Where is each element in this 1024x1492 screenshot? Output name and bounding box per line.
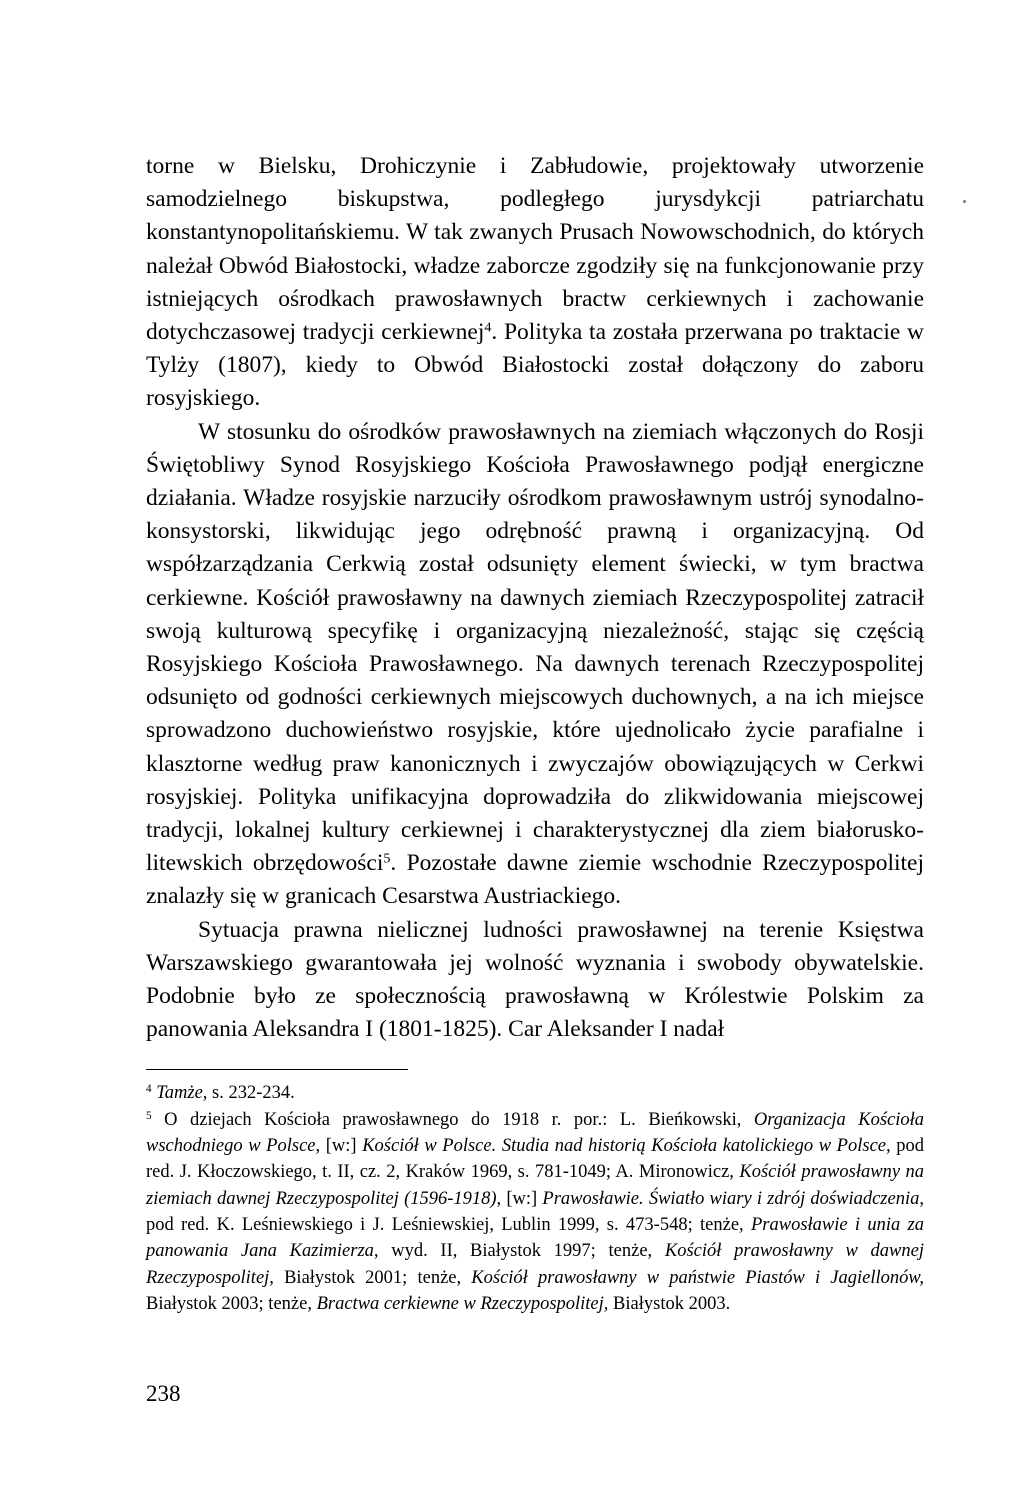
- footnote-5: $^5$ O dziejach Kościoła prawosławnego do 1918 r. por.: L. Bieńkowski, Organizacja Kościoła wschodniego w Polsce, [w:] Kościół w Polsce. Studia nad historią Kościoła katolickiego w Polsce, pod red. J. Kłoczowskiego, t. II, cz. 2, Kraków 1969, s. 781-1049; A. Mironowicz, Kościół prawosławny na ziemiach dawnej Rzeczypospolitej (1596-1918), [w:] Prawosławie. Światło wiary i zdrój doświadczenia, pod red. K. Leśniewskiego i J. Leśniewskiej, Lublin 1999, s. 473-548; tenże, Prawosławie i unia za panowania Jana Kazimierza, wyd. II, Białystok 1997; tenże, Kościół prawosławny w dawnej Rzeczypospolitej, Białystok 2001; tenże, Kościół prawosławny w państwie Piastów i Jagiellonów, Białystok 2003; tenże, Bractwa cerkiewne w Rzeczypospolitej, Białystok 2003.: [146, 1109, 925, 1314]
- paragraph-1: torne w Bielsku, Drohiczynie i Zabłudowie, projektowały utworzenie samodzielnego biskupstwa, podległego jurysdykcji patriarchatu konstantynopolitańskiemu. W tak zwanych Prusach Nowowschodnich, do których należał Obwód Białostocki, władze zaborcze zgodziły się na funkcjonowanie przy istniejących ośrodkach prawosławnych bractw cerkiewnych i zachowanie dotychczasowej tradycji cerkiewnej$^4$. Polityka ta została przerwana po traktacie w Tylży (1807), kiedy to Obwód Białostocki został dołączony do zaboru rosyjskiego.: [146, 153, 924, 412]
- scan-speck: [963, 200, 966, 203]
- paragraph-3: Sytuacja prawna nielicznej ludności prawosławnej na terenie Księstwa Warszawskiego gwarantowała jej wolność wyznania i swobody obywatelskie. Podobnie było ze społecznością prawosławną w Królestwie Polskim za panowania Aleksandra I (1801-1825). Car Aleksander I nadał: [146, 916, 924, 1043]
- main-text: [146, 150, 924, 1046]
- footnote-ref-5[interactable]: 5: [383, 850, 391, 867]
- footnote-ref-4[interactable]: 4: [484, 319, 492, 336]
- footnotes: [146, 1080, 924, 1317]
- page-number: 238: [146, 1381, 181, 1406]
- page-content: [146, 150, 924, 1317]
- paragraph-2: W stosunku do ośrodków prawosławnych na ziemiach włączonych do Rosji Świętobliwy Synod Rosyjskiego Kościoła Prawosławnego podjął energiczne działania. Władze rosyjskie narzuciły ośrodkom prawosławnym ustrój synodalno-konsystorski, likwidując jego odrębność prawną i organizacyjną. Od współzarządzania Cerkwią został odsunięty element świecki, w tym bractwa cerkiewne. Kościół prawosławny na dawnych ziemiach Rzeczypospolitej zatracił swoją kulturową specyfikę i organizacyjną niezależność, stając się częścią Rosyjskiego Kościoła Prawosławnego. Na dawnych terenach Rzeczypospolitej odsunięto od godności cerkiewnych miejscowych duchownych, a na ich miejsce sprowadzono duchowieństwo rosyjskie, które ujednolicało życie parafialne i klasztorne według praw kanonicznych i zwyczajów obowiązujących w Cerkwi rosyjskiej. Polityka unifikacyjna doprowadziła do zlikwidowania miejscowej tradycji, lokalnej kultury cerkiewnej i charakterystycznej dla ziem białorusko-litewskich obrzędowości$^5$. Pozostałe dawne ziemie wschodnie Rzeczypospolitej znalazły się w granicach Cesarstwa Austriackiego.: [146, 418, 924, 910]
- footnote-4: $^4$ Tamże, s. 232-234.: [146, 1083, 295, 1104]
- footnote-separator: [146, 1069, 408, 1070]
